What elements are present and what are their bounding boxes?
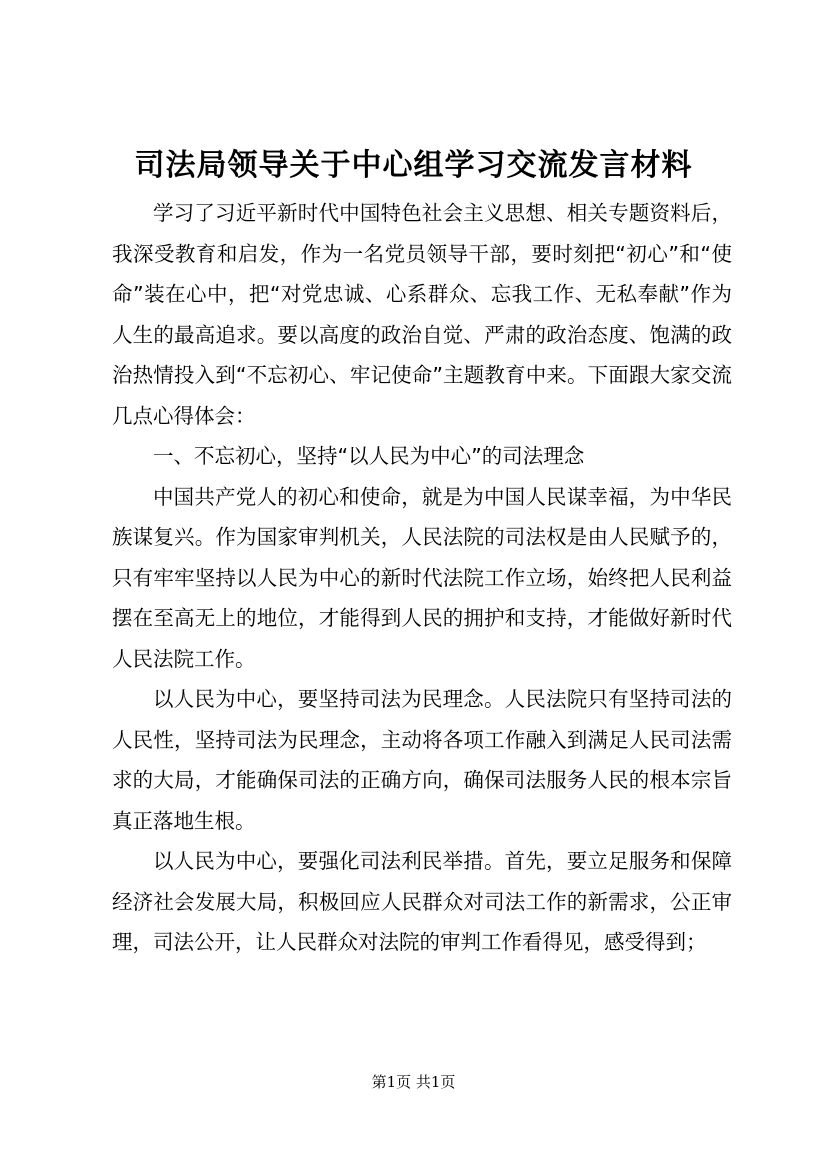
- section-heading-1: 一、不忘初心，坚持“以人民为中心”的司法理念: [153, 444, 585, 468]
- document-title: 司法局领导关于中心组学习交流发言材料: [134, 148, 693, 183]
- paragraph-judicial-concept: 以人民为中心，要坚持司法为民理念。人民法院只有坚持司法的人民性，坚持司法为民理念，主动将各项工作融入到满足人民司法需求的大局，才能确保司法的正确方向，确保司法服务人民的根本宗旨真正落地生根。: [112, 687, 732, 833]
- paragraph-intro: 学习了习近平新时代中国特色社会主义思想、相关专题资料后，我深受教育和启发，作为一名党员领导干部，要时刻把“初心”和“使命”装在心中，把“对党忠诚、心系群众、忘我工作、无私奉献”作为人生的最高追求。要以高度的政治自觉、严肃的政治态度、饱满的政治热情投入到“不忘初心、牢记使命”主题教育中来。下面跟大家交流几点心得体会：: [112, 201, 732, 428]
- page-footer: 第1页 共1页: [371, 1073, 456, 1091]
- paragraph-original-mission: 中国共产党人的初心和使命，就是为中国人民谋幸福，为中华民族谋复兴。作为国家审判机关，人民法院的司法权是由人民赋予的，只有牢牢坚持以人民为中心的新时代法院工作立场，始终把人民利益摆在至高无上的地位，才能得到人民的拥护和支持，才能做好新时代人民法院工作。: [112, 484, 732, 671]
- paragraph-judicial-measures: 以人民为中心，要强化司法利民举措。首先，要立足服务和保障经济社会发展大局，积极回应人民群众对司法工作的新需求，公正审理，司法公开，让人民群众对法院的审判工作看得见，感受得到；: [112, 849, 732, 954]
- document-body: [112, 193, 732, 963]
